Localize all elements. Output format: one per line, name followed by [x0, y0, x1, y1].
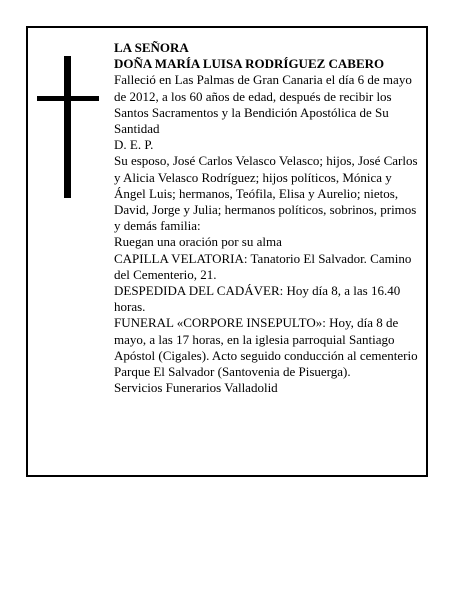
funeral-info: FUNERAL «CORPORE INSEPULTO»: Hoy, día 8 de mayo, a las 17 horas, en la iglesia parroquial Santiago Apóstol (Cigales). Acto seguido conducción al cementerio Parque El Salvador (Santovenia de Pisuerga).: [114, 315, 418, 380]
chapel-info: CAPILLA VELATORIA: Tanatorio El Salvador. Camino del Cementerio, 21.: [114, 250, 412, 282]
death-announcement: Falleció en Las Palmas de Gran Canaria el día 6 de mayo de 2012, a los 60 años de edad, después de recibir los Santos Sacramentos y la Bendición Apostólica de Su Santidad: [114, 72, 412, 137]
cross-vertical-bar: [64, 56, 71, 198]
obituary-notice: [26, 26, 428, 477]
cross-icon: [37, 56, 99, 198]
dep-text: D. E. P.: [114, 137, 154, 153]
family-list: Su esposo, José Carlos Velasco Velasco; hijos, José Carlos y Alicia Velasco Rodríguez; hijos políticos, Mónica y Ángel Luis; hermanos, Teófila, Elisa y Aurelio; nietos, David, Jorge y Julia; hermanos políticos, sobrinos, primos y demás familia:: [114, 153, 418, 234]
notice-body: [114, 40, 426, 396]
deceased-name: DOÑA MARÍA LUISA RODRÍGUEZ CABERO: [114, 56, 385, 72]
prayer-request: Ruegan una oración por su alma: [114, 234, 282, 250]
cross-horizontal-bar: [37, 96, 99, 101]
farewell-info: DESPEDIDA DEL CADÁVER: Hoy día 8, a las 16.40 horas.: [114, 283, 401, 315]
deceased-title: LA SEÑORA: [114, 40, 189, 55]
funeral-services: Servicios Funerarios Valladolid: [114, 380, 278, 396]
